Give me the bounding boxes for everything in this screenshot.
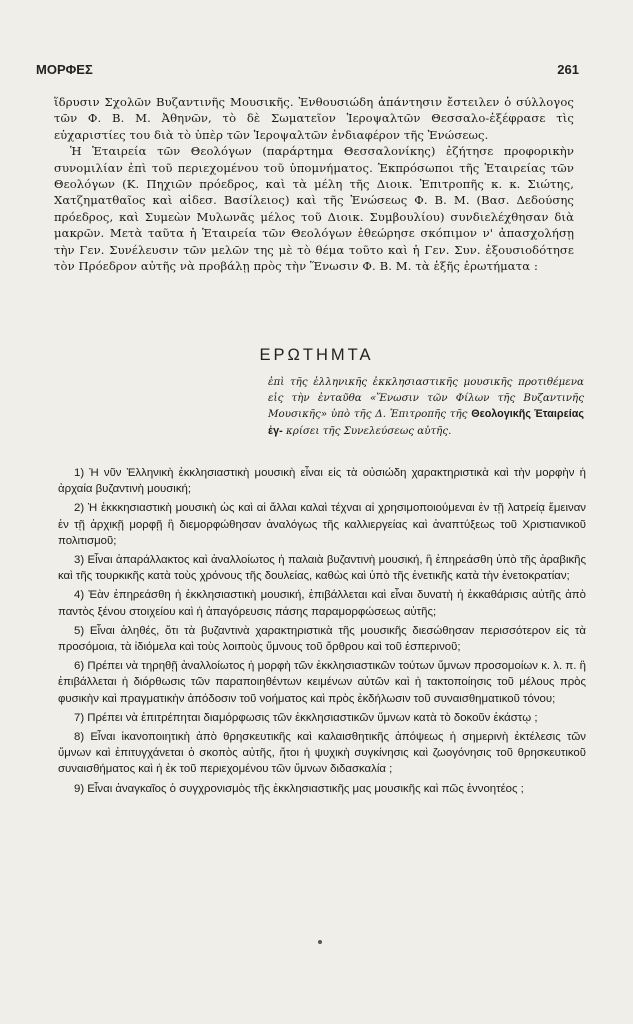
subtitle-text: ἐπὶ τῆς ἑλληνικῆς ἐκκλησιαστικῆς μουσικῆς προτιθέμενα εἰς τὴν ἐνταῦθα «Ἕνωσιν τῶν Φίλων τῆς Βυζαντινῆς Μουσικῆς» ὑπὸ τῆς Δ. Ἐπιτροπῆς τῆς (268, 376, 584, 421)
body-text (54, 94, 574, 274)
section-heading: ΕΡΩΤΗΜΤΑ (259, 346, 374, 364)
paragraph: Ἡ Ἑταιρεία τῶν Θεολόγων (παράρτημα Θεσσαλονίκης) ἐζήτησε προφορικὴν συνομιλίαν ἐπὶ τοῦ περιεχομένου τοῦ ὑπομνήματος. Ἐκπρόσωποι τῆς Ἑταιρείας τῶν Θεολόγων (Κ. Πηχιῶν πρόεδρος, καὶ τὰ μέλη τῆς Διοικ. Ἐπιτροπῆς κ. κ. Σιώτης, Χατζηματθαῖος καὶ αἰδεσ. Βασίλειος) καὶ τῆς Ἑνώσεως Φ. Β. Μ. (Βασ. Δεδούσης πρόεδρος, καὶ Συμεὼν Μυλωνᾶς μέλος τοῦ Διοικ. Συμβουλίου) συνδιελέχθησαν διὰ μακρῶν. Μετὰ ταῦτα ἡ Ἑταιρεία τῶν Θεολόγων ἐθεώρησε σκόπιμον ν' ἀπασχολήσῃ τὴν Γεν. Συνέλευσιν τῶν μελῶν της μὲ τὸ θέμα τοῦτο καὶ ἡ Γεν. Συν. ἐξουσιοδότησε τὸν Πρόεδρον αὐτῆς νὰ προβάλῃ πρὸς τὴν Ἕνωσιν Φ. Β. Μ. τὰ ἑξῆς ἐρωτήματα : (54, 144, 574, 274)
question-item: 9) Εἶναι ἀναγκαῖος ὁ συγχρονισμὸς τῆς ἐκκλησιαστικῆς μας μουσικῆς καὶ πῶς ἐννοητέος ; (74, 782, 524, 795)
page-number: 261 (557, 62, 579, 77)
question-item: 1) Ἡ νῦν Ἑλληνικὴ ἐκκλησιαστικὴ μουσικὴ εἶναι εἰς τὰ οὐσιώδη χαρακτηριστικὰ καὶ τὴν μορφὴν ἡ ἀρχαία βυζαντινὴ μουσική; (58, 467, 586, 496)
subtitle-text-end: κρίσει τῆς Συνελεύσεως αὐτῆς. (286, 424, 452, 437)
section-subtitle (268, 374, 584, 439)
question-item: 7) Πρέπει νὰ ἐπιτρέπηται διαμόρφωσις τῶν ἐκκλησιαστικῶν ὕμνων κατὰ τὸ δοκοῦν ἑκάστῳ ; (74, 711, 538, 724)
question-item: 2) Ἡ ἐκκκησιαστικὴ μουσικὴ ὡς καὶ αἱ ἄλλαι καλαὶ τέχναι αἱ χρησιμοποιούμεναι ἐν τῇ λατρείᾳ ἔμειναν ἐν τῇ ἀρχικῇ μορφῇ ἢ διεμορφώθησαν ἀναλόγως τῆς καλλιεργείας καὶ ἀναπτύξεως τοῦ Χριστιανικοῦ πολιτισμοῦ; (58, 502, 586, 547)
paragraph: ἵδρυσιν Σχολῶν Βυζαντινῆς Μουσικῆς. Ἐνθουσιώδη ἀπάντησιν ἔστειλεν ὁ σύλλογος τῶν Φ. Β. Μ. Ἀθηνῶν, τὸ δὲ Σωματεῖον Ἱεροψαλτῶν Θεσσαλο-ἐξέφρασε τὶς εὐχαριστίες του διὰ τὸ ὑπὲρ τῶν Ἱεροψαλτῶν ἐνδιαφέρον τῆς Ἑνώσεως. (54, 95, 574, 142)
question-item: 8) Εἶναι ἱκανοποιητικὴ ἀπὸ θρησκευτικῆς καὶ καλαισθητικῆς ἀπόψεως ἡ σημερινὴ ἐκτέλεσις τῶν ὕμνων καὶ ἐπιτυγχάνεται ὁ σκοπὸς αὐτῆς, ἤτοι ἡ ψυχικὴ συγκίνησις καὶ ζωογόνησις τοῦ θρησκευτικοῦ συναισθήματος καὶ ἡ ἐκ τοῦ περιεχομένου τῶν ὕμνων διδασκαλία ; (58, 731, 586, 776)
questions-list (58, 465, 586, 800)
question-item: 3) Εἶναι ἀπαράλλακτος καὶ ἀναλλοίωτος ἡ παλαιὰ βυζαντινὴ μουσική, ἢ ἐπηρεάσθη ὑπὸ τῆς ἀραβικῆς καὶ τῆς τουρκικῆς κατὰ τοὺς χρόνους τῆς δουλείας, καθὼς καὶ ὑπὸ τῆς ἑνετικῆς κατὰ τὴν ἑνετοκρατίαν; (58, 554, 586, 583)
print-speck (318, 940, 322, 944)
question-item: 5) Εἶναι ἀληθές, ὅτι τὰ βυζαντινὰ χαρακτηριστικὰ τῆς μουσικῆς διεσώθησαν περισσότερον εἰς τὰ προσόμοια, τὰ ἰδιόμελα καὶ τοὺς λοιποὺς ὕμνους τοῦ ὄρθρου καὶ τοῦ ἑσπερινοῦ; (58, 624, 586, 654)
running-title: ΜΟΡΦΕΣ (36, 62, 93, 77)
question-item: 4) Ἐὰν ἐπηρεάσθη ἡ ἐκκλησιαστικὴ μουσική, ἐπιβάλλεται καὶ εἶναι δυνατὴ ἡ ἐκκαθάρισις αὐτῆς ἀπὸ παντὸς ξένου στοιχείου καὶ ἡ ἀπαγόρευσις πάσης παραμορφώσεως αὐτῆς; (58, 589, 586, 618)
subtitle-bold-text: Θεολογικῆς Ἑταιρείας ἐγ- (268, 408, 584, 437)
page-header (36, 62, 579, 77)
question-item: 6) Πρέπει νὰ τηρηθῇ ἀναλλοίωτος ἡ μορφὴ τῶν ἐκκλησιαστικῶν τούτων ὕμνων προσομοίων κ. λ. π. ἢ ἐπιβάλλεται ἡ διόρθωσις τῶν παραποιηθέντων κειμένων αὐτῶν καὶ ἡ τακτοποίησις τοῦ μέλους πρὸς φυσικὴν καὶ πραγματικὴν ἀπόδοσιν τοῦ νοήματος καὶ πρὸς ἐκδήλωσιν τοῦ συναισθηματικοῦ τόνου; (58, 660, 586, 705)
